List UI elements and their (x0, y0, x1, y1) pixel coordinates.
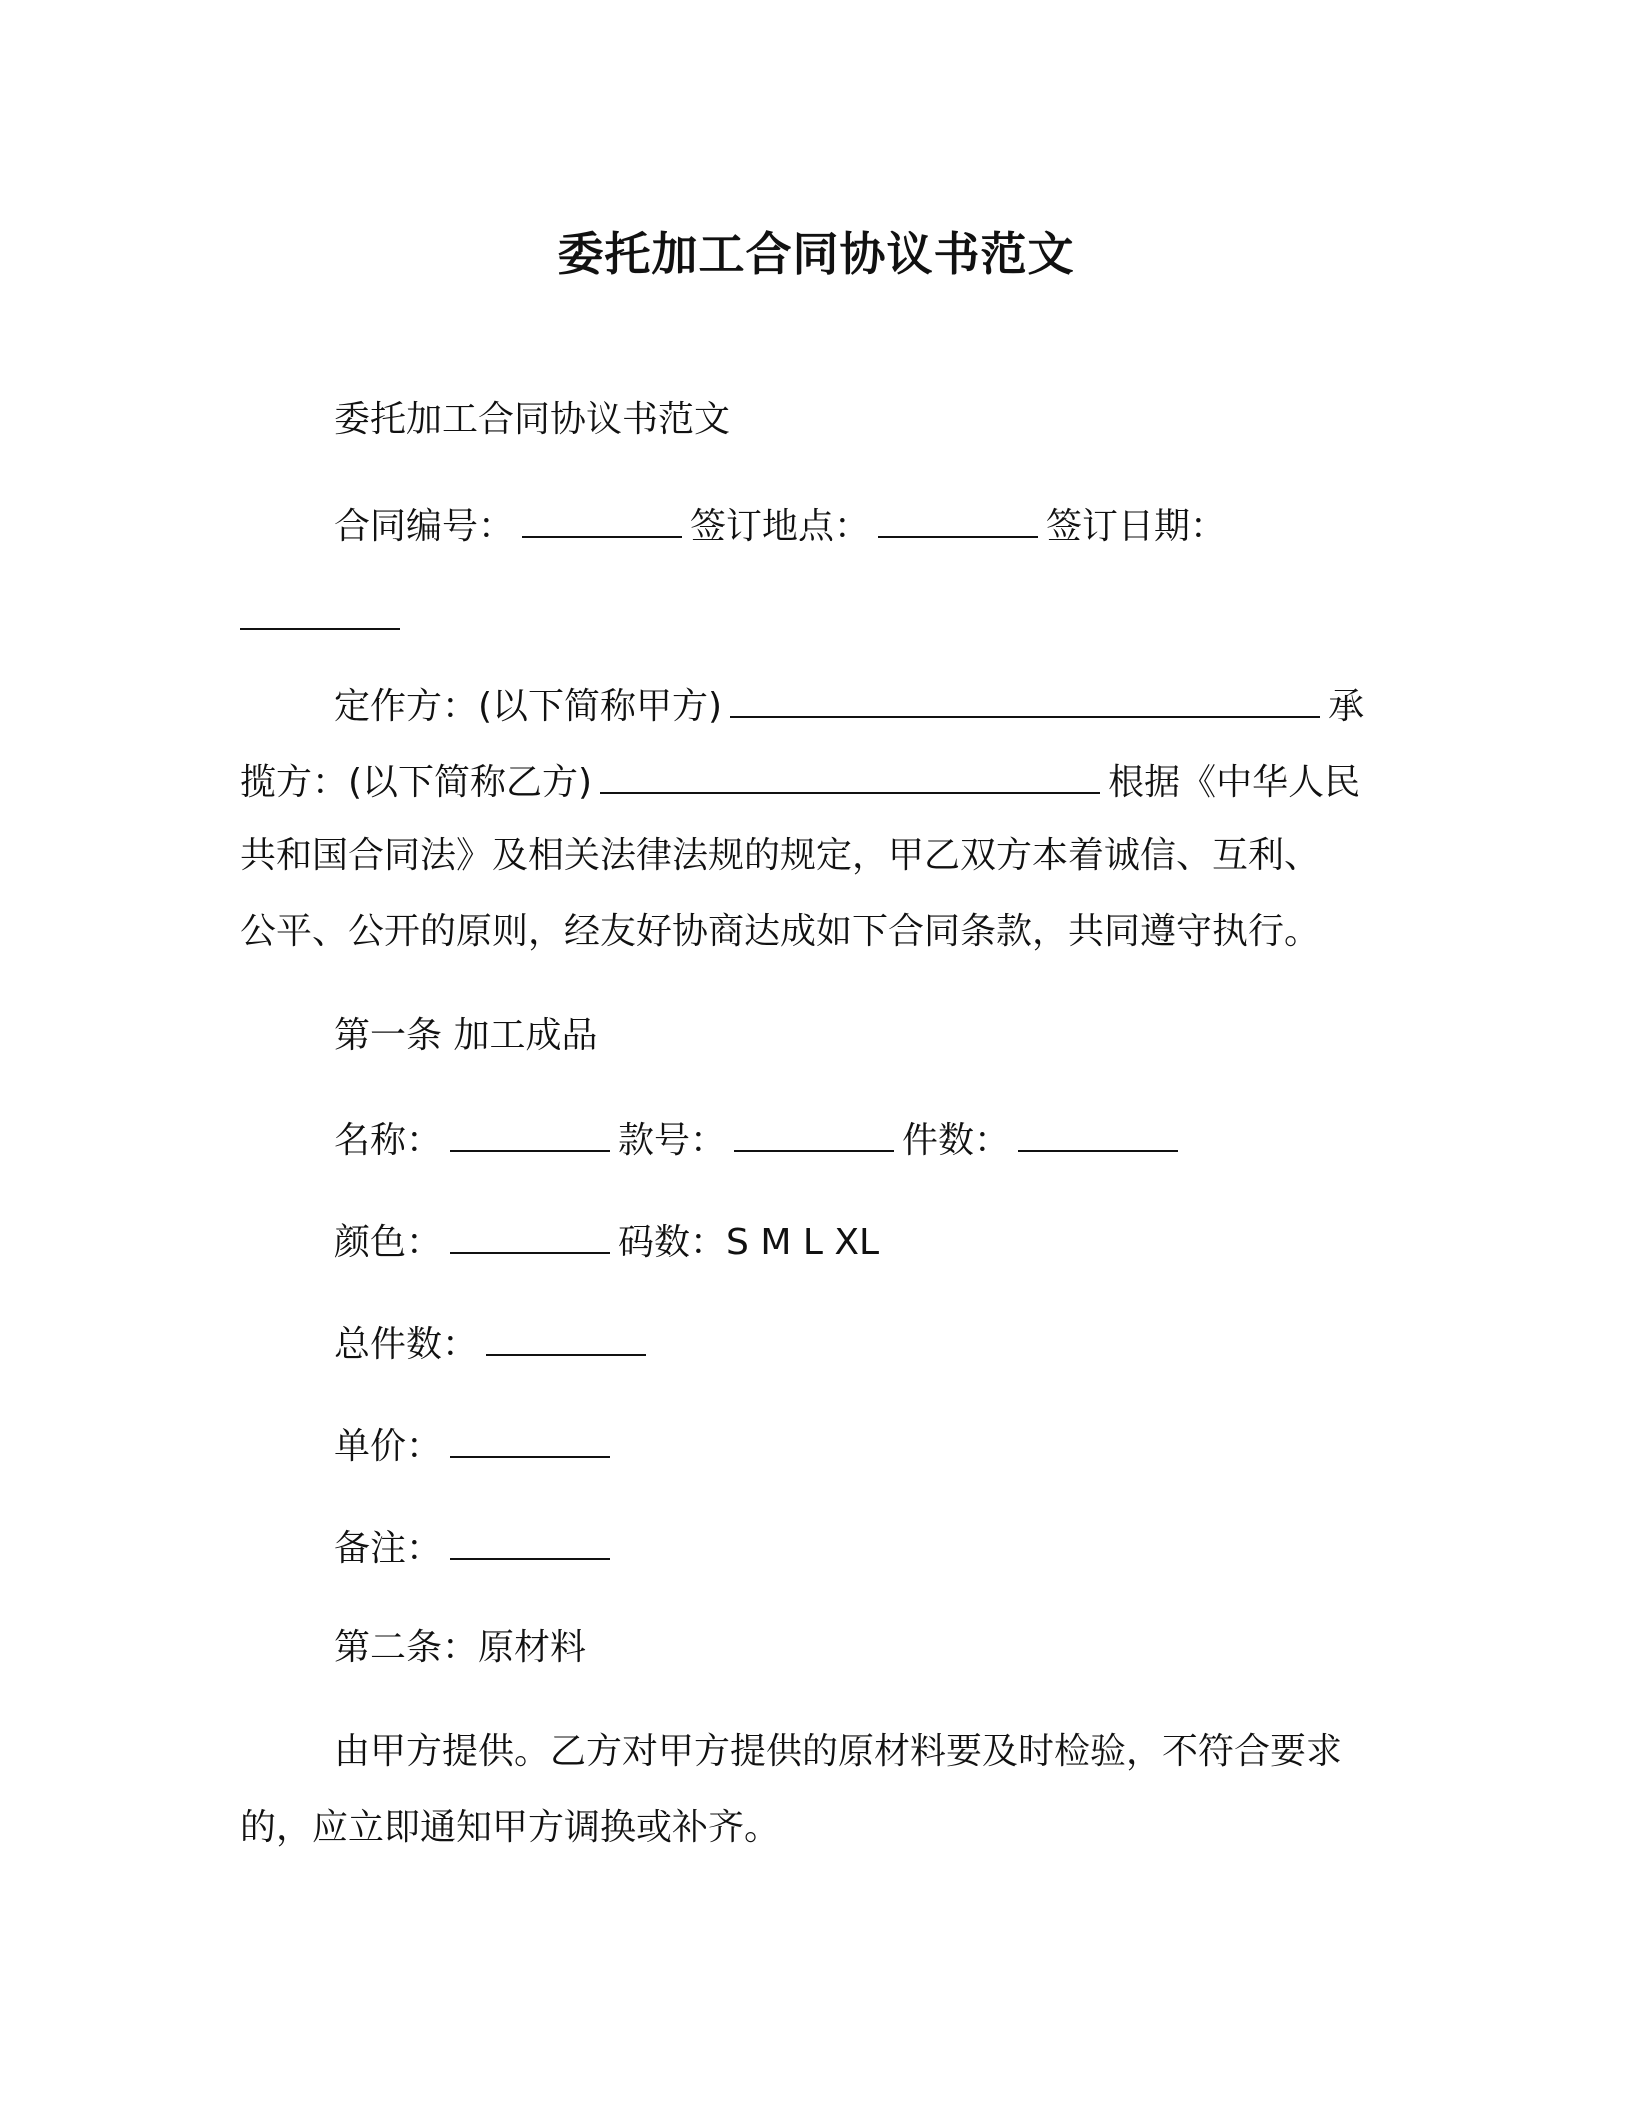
party-b-label: 揽方：(以下简称乙方) (240, 762, 593, 803)
article1-unit-price-line (334, 1420, 618, 1471)
party-a-label: 定作方：(以下简称甲方) (334, 686, 723, 727)
size-label: 码数： (618, 1222, 727, 1263)
sign-place-label: 签订地点： (690, 506, 871, 547)
pieces-blank (1018, 1114, 1178, 1152)
pieces-label: 件数： (902, 1120, 1011, 1161)
article2-line-1: 由甲方提供。乙方对甲方提供的原材料要及时检验，不符合要求 (334, 1731, 1343, 1772)
sign-place-blank (878, 500, 1038, 538)
unit-price-label: 单价： (334, 1426, 443, 1467)
article1-name-line (334, 1114, 1186, 1165)
sign-date-label: 签订日期： (1046, 506, 1227, 547)
article2-heading: 第二条：原材料 (334, 1627, 587, 1668)
article2-line-2: 的，应立即通知甲方调换或补齐。 (240, 1807, 781, 1848)
color-label: 颜色： (334, 1222, 443, 1263)
name-blank (450, 1114, 610, 1152)
remark-blank (450, 1522, 610, 1560)
total-blank (486, 1318, 646, 1356)
unit-price-blank (450, 1420, 610, 1458)
sizes-value: S M L XL (726, 1222, 880, 1263)
party-b-line (240, 756, 1360, 807)
party-a-blank (730, 680, 1320, 718)
color-blank (450, 1216, 610, 1254)
intro-tail: 根据《中华人民 (1108, 762, 1361, 803)
remark-label: 备注： (334, 1528, 443, 1569)
contract-no-blank (522, 500, 682, 538)
article1-color-line (334, 1216, 879, 1267)
total-label: 总件数： (334, 1324, 479, 1365)
style-label: 款号： (618, 1120, 727, 1161)
name-label: 名称： (334, 1120, 443, 1161)
header-fields-line (334, 500, 1226, 551)
sign-date-blank (240, 592, 400, 630)
article1-remark-line (334, 1522, 618, 1573)
party-b-lead: 承 (1328, 686, 1365, 727)
intro-line-2: 共和国合同法》及相关法律法规的规定，甲乙双方本着诚信、互利、 (240, 835, 1321, 876)
contract-no-label: 合同编号： (334, 506, 515, 547)
sign-date-blank-line (240, 592, 408, 643)
party-a-line (334, 680, 1364, 731)
document-subtitle: 委托加工合同协议书范文 (334, 399, 731, 440)
intro-line-3: 公平、公开的原则，经友好协商达成如下合同条款，共同遵守执行。 (240, 911, 1321, 952)
party-b-blank (600, 756, 1100, 794)
style-blank (734, 1114, 894, 1152)
article1-total-line (334, 1318, 654, 1369)
article1-heading: 第一条 加工成品 (334, 1015, 598, 1056)
document-title: 委托加工合同协议书范文 (557, 227, 1075, 281)
